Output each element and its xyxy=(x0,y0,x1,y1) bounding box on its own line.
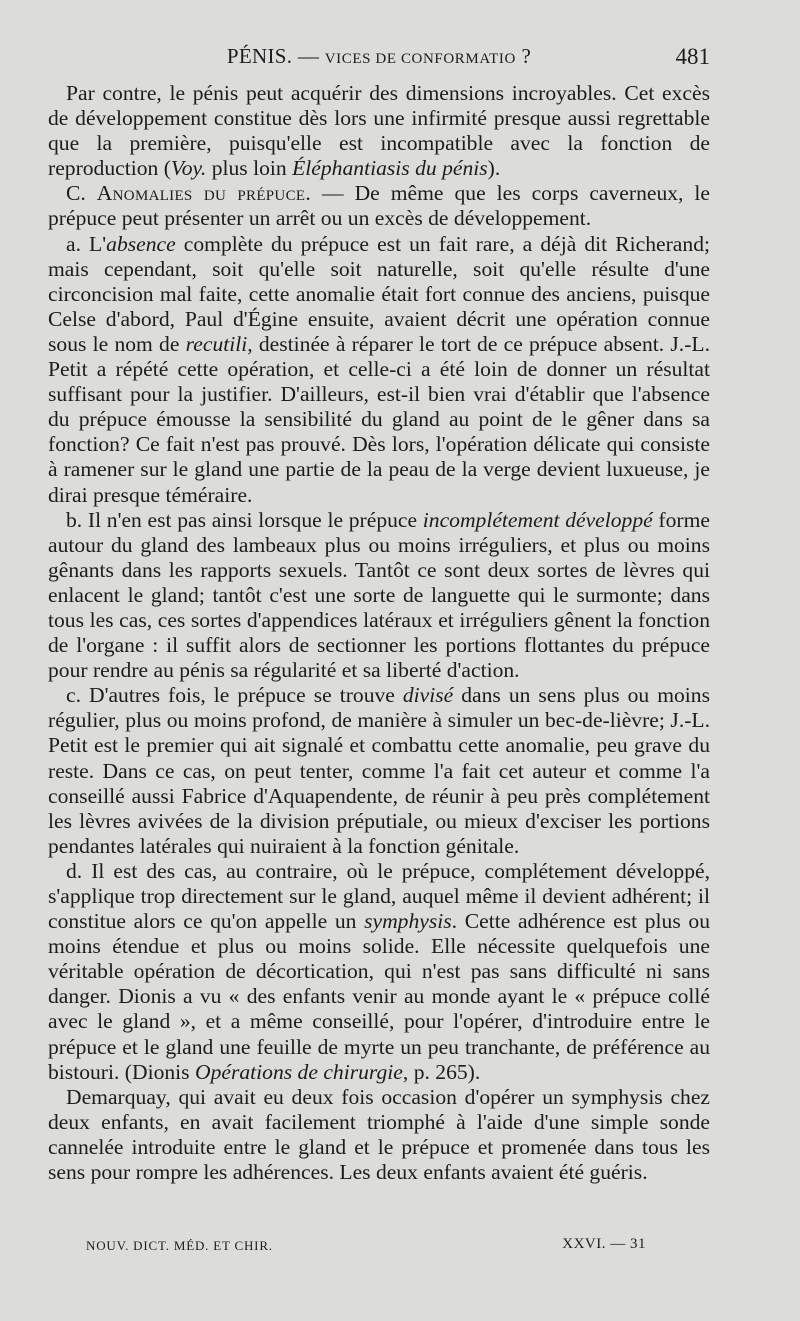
text-run: , destinée à réparer le tort de ce prépuce absent. J.-L. Petit a répété cette opération, et celle-ci a été loin de donner un résultat suffisant pour la justifier. D'ailleurs, est-il bien vrai d'établir que l'absence du prépuce émousse la sensibilité du gland au point de le gêner dans sa fonction? Ce fait n'est pas prouvé. Dès lors, l'opération délicate qui consiste à ramener sur le gland une partie de la peau de la verge devient luxueuse, je dirai presque téméraire. xyxy=(48,331,710,507)
italic-run: recutili xyxy=(185,331,248,356)
text-run: , p. 265). xyxy=(402,1059,481,1084)
text-run: Par contre, le pénis peut acquérir des dimensions incroyables. Cet excès de développement constitue dès lors une infirmité presque aussi regrettable que la première, puisqu'elle est incompatible avec la fonction de reproduction ( xyxy=(48,81,710,181)
paragraph-anomalies-prepuce xyxy=(48,181,710,231)
text-run: ). xyxy=(487,156,501,181)
text-run: d. Il est des cas, au contraire, où le prépuce, complétement développé, s'applique trop directement sur le gland, auquel même il devient adhérent; il constitue alors ce qu'on appelle un xyxy=(48,858,710,934)
footer-publication: NOUV. DICT. MÉD. ET CHIR. xyxy=(86,1238,273,1253)
paragraph-c-divise xyxy=(48,683,710,859)
text-run: plus loin xyxy=(206,156,293,181)
running-head xyxy=(48,44,710,69)
text-run: c. D'autres fois, le prépuce se trouve xyxy=(66,683,403,708)
body-text xyxy=(48,81,710,1185)
italic-run: symphysis xyxy=(364,909,452,934)
italic-run: absence xyxy=(106,231,176,256)
italic-run: divisé xyxy=(402,683,454,708)
text-run: — De même que les corps caverneux, le prépuce peut présenter un arrêt ou un excès de développement. xyxy=(48,181,711,231)
italic-run: Éléphantiasis du pénis xyxy=(292,156,488,181)
text-run: complète du prépuce est un fait rare, a déjà dit Richerand; mais cependant, soit qu'elle soit naturelle, soit qu'elle résulte d'une circoncision mal faite, cette anomalie était fort connue des anciens, puisque Celse d'abord, Paul d'Égine ensuite, avaient décrit une opération connue sous le nom de xyxy=(48,231,710,356)
paragraph-intro xyxy=(48,81,710,181)
running-head-glyph: ? xyxy=(521,44,532,68)
italic-run: Opérations de chirurgie xyxy=(194,1059,403,1084)
paragraph-demarquay xyxy=(48,1085,710,1185)
section-heading: Anomalies du prépuce. xyxy=(96,181,312,206)
italic-run: Voy. xyxy=(170,156,207,181)
text-run: . Cette adhérence est plus ou moins étendue et plus ou moins solide. Elle nécessite quelquefois une véritable opération de décortication, qui n'est pas sans difficulté ni sans danger. Dionis a vu « des enfants venir au monde ayant le « prépuce collé avec le gland », et a même conseillé, pour l'opérer, d'introduire entre le prépuce et le gland une feuille de myrte un peu tranchante, de préférence au bistouri. (Dionis xyxy=(48,909,710,1084)
text-run: C. xyxy=(66,181,97,206)
footer-volume-signature: XXVI. — 31 xyxy=(562,1236,646,1252)
paragraph-d-symphysis xyxy=(48,859,710,1085)
page-number: 481 xyxy=(675,44,710,69)
running-head-title: PÉNIS. — xyxy=(226,44,320,68)
running-head-section: VICES DE CONFORMATIO xyxy=(324,51,516,67)
text-run: a. L' xyxy=(66,231,107,256)
page-header xyxy=(48,44,710,74)
paragraph-a-absence xyxy=(48,232,710,508)
text-run: b. Il n'en est pas ainsi lorsque le prépuce xyxy=(66,507,423,532)
italic-run: incomplétement développé xyxy=(422,507,653,532)
text-run: Demarquay, qui avait eu deux fois occasion d'opérer un symphysis chez deux enfants, en avait facilement triomphé à l'aide d'une simple sonde cannelée introduite entre le gland et le prépuce et promenée dans tous les sens pour rompre les adhérences. Les deux enfants avaient été guéris. xyxy=(48,1084,710,1185)
page-footer xyxy=(86,1236,646,1258)
text-run: dans un sens plus ou moins régulier, plus ou moins profond, de manière à simuler un bec-de-lièvre; J.-L. Petit est le premier qui ait signalé et combattu cette anomalie, peu grave du reste. Dans ce cas, on peut tenter, comme l'a fait cet auteur et comme l'a conseillé aussi Fabrice d'Aquapendente, de réunir à peu près complétement les lèvres avivées de la division préputiale, ou mieux d'exciser les portions pendantes latérales qui nuiraient à la fonction génitale. xyxy=(48,683,710,858)
text-run: forme autour du gland des lambeaux plus ou moins irréguliers, et plus ou moins gênants dans les rapports sexuels. Tantôt ce sont deux sortes de lèvres qui enlacent le gland; tantôt c'est une sorte de languette qui le surmonte; dans tous les cas, ces sortes d'appendices latéraux et irréguliers gênent la fonction de l'organe : il suffit alors de sectionner les portions flottantes du prépuce pour rendre au pénis sa régularité et sa liberté d'action. xyxy=(48,507,710,683)
paragraph-b-incomplet xyxy=(48,508,710,684)
